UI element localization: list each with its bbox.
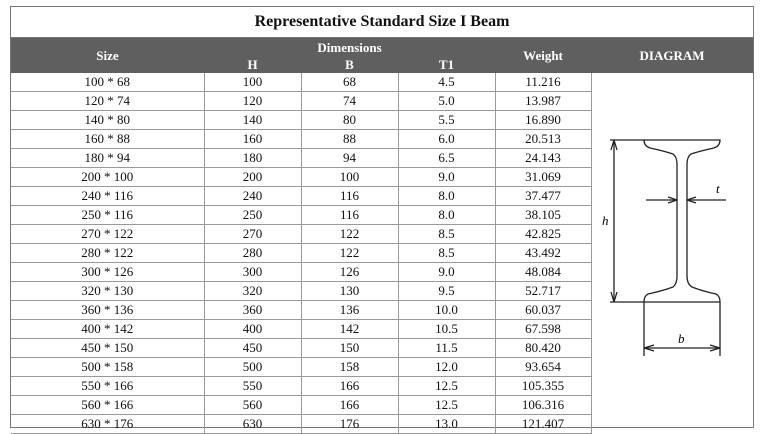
cell-t1: 12.5 xyxy=(398,377,495,396)
cell-b: 166 xyxy=(301,396,398,415)
cell-t1: 8.5 xyxy=(398,244,495,263)
cell-b: 88 xyxy=(301,130,398,149)
cell-weight: 11.216 xyxy=(495,73,591,92)
cell-size: 550 * 166 xyxy=(11,377,204,396)
cell-size: 180 * 94 xyxy=(11,149,204,168)
cell-weight: 38.105 xyxy=(495,206,591,225)
cell-t1: 12.5 xyxy=(398,396,495,415)
cell-size: 560 * 166 xyxy=(11,396,204,415)
cell-b: 116 xyxy=(301,206,398,225)
cell-weight: 20.513 xyxy=(495,130,591,149)
cell-b: 130 xyxy=(301,282,398,301)
cell-size: 240 * 116 xyxy=(11,187,204,206)
cell-size: 250 * 116 xyxy=(11,206,204,225)
cell-weight: 93.654 xyxy=(495,358,591,377)
cell-size: 320 * 130 xyxy=(11,282,204,301)
cell-t1: 9.0 xyxy=(398,263,495,282)
label-h: h xyxy=(601,212,609,228)
cell-b: 158 xyxy=(301,358,398,377)
cell-size: 140 * 80 xyxy=(11,111,204,130)
cell-weight: 105.355 xyxy=(495,377,591,396)
cell-size: 400 * 142 xyxy=(11,320,204,339)
cell-t1: 8.0 xyxy=(398,206,495,225)
cell-t1: 4.5 xyxy=(398,73,495,92)
cell-b: 80 xyxy=(301,111,398,130)
cell-weight: 13.987 xyxy=(495,92,591,111)
cell-size: 270 * 122 xyxy=(11,225,204,244)
table-row xyxy=(11,73,753,92)
cell-b: 122 xyxy=(301,244,398,263)
cell-h: 270 xyxy=(204,225,301,244)
cell-t1: 5.5 xyxy=(398,111,495,130)
cell-h: 200 xyxy=(204,168,301,187)
cell-t1: 11.5 xyxy=(398,339,495,358)
label-b: b xyxy=(677,330,685,346)
cell-h: 250 xyxy=(204,206,301,225)
cell-t1: 9.0 xyxy=(398,168,495,187)
cell-t1: 5.0 xyxy=(398,92,495,111)
cell-b: 166 xyxy=(301,377,398,396)
cell-size: 160 * 88 xyxy=(11,130,204,149)
i-beam-table xyxy=(11,38,753,434)
cell-weight: 52.717 xyxy=(495,282,591,301)
cell-b: 176 xyxy=(301,415,398,434)
cell-h: 280 xyxy=(204,244,301,263)
cell-t1: 13.0 xyxy=(398,415,495,434)
header-b: B xyxy=(301,57,398,73)
cell-h: 450 xyxy=(204,339,301,358)
cell-b: 126 xyxy=(301,263,398,282)
header-t1: T1 xyxy=(398,57,495,73)
cell-size: 280 * 122 xyxy=(11,244,204,263)
cell-b: 74 xyxy=(301,92,398,111)
cell-size: 120 * 74 xyxy=(11,92,204,111)
cell-weight: 24.143 xyxy=(495,149,591,168)
cell-b: 68 xyxy=(301,73,398,92)
diagram-cell xyxy=(591,73,753,434)
cell-weight: 121.407 xyxy=(495,415,591,434)
cell-size: 360 * 136 xyxy=(11,301,204,320)
header-h: H xyxy=(204,57,301,73)
cell-size: 450 * 150 xyxy=(11,339,204,358)
header-diagram: DIAGRAM xyxy=(591,38,753,73)
cell-t1: 6.5 xyxy=(398,149,495,168)
cell-weight: 60.037 xyxy=(495,301,591,320)
cell-b: 142 xyxy=(301,320,398,339)
cell-h: 630 xyxy=(204,415,301,434)
cell-h: 360 xyxy=(204,301,301,320)
cell-size: 500 * 158 xyxy=(11,358,204,377)
cell-t1: 12.0 xyxy=(398,358,495,377)
cell-h: 320 xyxy=(204,282,301,301)
cell-h: 160 xyxy=(204,130,301,149)
cell-weight: 31.069 xyxy=(495,168,591,187)
cell-size: 200 * 100 xyxy=(11,168,204,187)
cell-t1: 10.0 xyxy=(398,301,495,320)
cell-h: 300 xyxy=(204,263,301,282)
cell-weight: 80.420 xyxy=(495,339,591,358)
cell-h: 560 xyxy=(204,396,301,415)
cell-b: 100 xyxy=(301,168,398,187)
cell-h: 400 xyxy=(204,320,301,339)
cell-b: 136 xyxy=(301,301,398,320)
cell-weight: 106.316 xyxy=(495,396,591,415)
cell-b: 122 xyxy=(301,225,398,244)
cell-b: 150 xyxy=(301,339,398,358)
cell-size: 630 * 176 xyxy=(11,415,204,434)
cell-size: 100 * 68 xyxy=(11,73,204,92)
cell-t1: 10.5 xyxy=(398,320,495,339)
table-body xyxy=(11,73,753,434)
cell-h: 100 xyxy=(204,73,301,92)
header-dimensions: Dimensions xyxy=(204,38,495,57)
cell-b: 116 xyxy=(301,187,398,206)
i-beam-table-panel xyxy=(10,6,754,431)
cell-h: 500 xyxy=(204,358,301,377)
cell-weight: 16.890 xyxy=(495,111,591,130)
header-size: Size xyxy=(11,38,204,73)
cell-h: 180 xyxy=(204,149,301,168)
cell-h: 240 xyxy=(204,187,301,206)
cell-t1: 8.0 xyxy=(398,187,495,206)
cell-weight: 37.477 xyxy=(495,187,591,206)
cell-weight: 48.084 xyxy=(495,263,591,282)
cell-b: 94 xyxy=(301,149,398,168)
table-title: Representative Standard Size I Beam xyxy=(11,7,753,38)
cell-size: 300 * 126 xyxy=(11,263,204,282)
cell-weight: 42.825 xyxy=(495,225,591,244)
cell-weight: 43.492 xyxy=(495,244,591,263)
header-weight: Weight xyxy=(495,38,591,73)
cell-h: 140 xyxy=(204,111,301,130)
cell-t1: 9.5 xyxy=(398,282,495,301)
cell-h: 120 xyxy=(204,92,301,111)
i-beam-diagram xyxy=(592,80,754,422)
label-t: t xyxy=(715,180,720,196)
cell-t1: 6.0 xyxy=(398,130,495,149)
cell-t1: 8.5 xyxy=(398,225,495,244)
cell-h: 550 xyxy=(204,377,301,396)
cell-weight: 67.598 xyxy=(495,320,591,339)
